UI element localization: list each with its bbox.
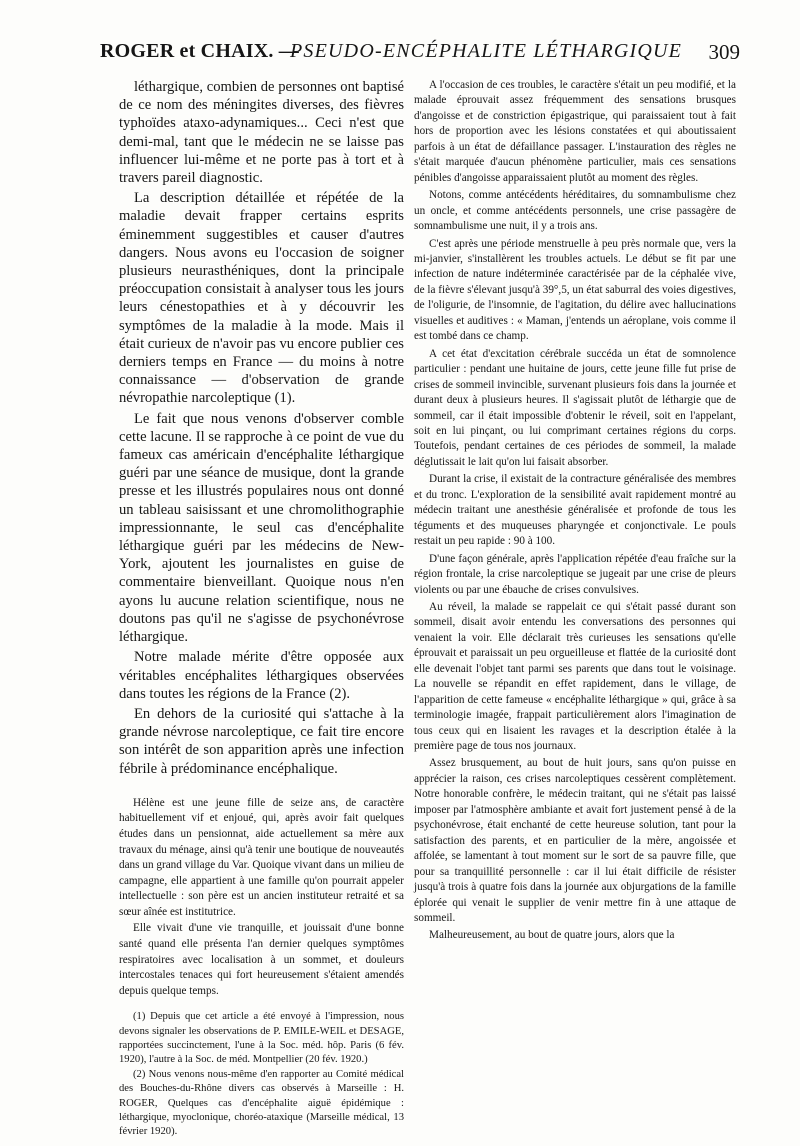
case-paragraph: Notons, comme antécédents héréditaires, du somnambulisme chez un oncle, et comme antécédents personnels, une crise passagère de somnambulisme une nuit, il y a trois ans.	[414, 189, 736, 233]
case-paragraph: Assez brusquement, au bout de huit jours, sans qu'on puisse en apprécier la raison, ces crises narcoleptiques cessèrent complètement. Notre honorable confrère, le médecin traitant, qui ne s'était pas laissé imposer par l'atmosphère ambiante et avait fort justement pensé à de la psychonévrose, était enchanté de cette heureuse solution, tant pour la satisfaction des parents, et en particulier de la mère, angoissée et affolée, se lamentant à tout moment sur le sort de sa pauvre fille, que pour sa tranquillité personnelle : car il lui était difficile de résister jusqu'à trois à quatre fois dans la journée aux objurgations de la famille éplorée qui venait le supplier de venir mettre fin à une attaque de sommeil.	[414, 757, 736, 925]
paragraph: Notre malade mérite d'être opposée aux véritables encéphalites léthargiques observées dans toutes les régions de la France (2).	[119, 649, 404, 702]
case-paragraph: Hélène est une jeune fille de seize ans, de caractère habituellement vif et enjoué, qui, après avoir fait quelques études dans un pensionnat, aide actuellement sa mère aux travaux du ménage, ainsi qu'à tenir une boutique de nouveautés dans un grand village du Var. Quoique vivant dans un milieu de campagne, elle appartient à une famille qu'on pourrait appeler intellectuelle : son père est un ancien instituteur retraité et sa sœur aînée est institutrice.	[119, 796, 404, 918]
page-number: 309	[708, 40, 740, 64]
paragraph: La description détaillée et répétée de la maladie devait frapper certains esprits éminemment suggestibles et causer d'autres dangers. Nous avons eu l'occasion de soigner plusieurs neurasthéniques, dont la principale préoccupation consistait à analyser tous les jours leurs cénestopathies et à y découvrir les symptômes de la maladie à la mode. Mais il était curieux de n'avoir pas vu encore publier ces derniers temps en France — du moins à notre connaissance — d'observation de grande névropathie narcoleptique (1).	[119, 190, 404, 407]
case-paragraph: Durant la crise, il existait de la contracture généralisée des membres et du tronc. L'exploration de la sensibilité avait rapidement montré au médecin traitant une anesthésie généralisée et profonde de tous les téguments et des muqueuses pharyngée et conjonctivale. Le pouls restait un peu rapide : 90 à 100.	[414, 473, 736, 548]
paragraph: Le fait que nous venons d'observer comble cette lacune. Il se rapproche à ce point de vue du fameux cas américain d'encéphalite léthargique guéri par une séance de musique, dont la grande presse et les illustrés populaires nous ont donné un tableau saisissant et une chromolithographie impressionnante, le seul cas d'encéphalite léthargique guéri par les médecins de New-York, ajoutent les journalistes en guise de commentaire bienveillant. Quoique nous n'en ayons lu aucune relation scientifique, nous ne doutons pas qu'il ne s'agisse de psychonévrose léthargique.	[119, 410, 404, 646]
paragraph: léthargique, combien de personnes ont baptisé de ce nom des méningites diverses, des fièvres typhoïdes ataxo-adynamiques... Ceci n'est que demi-mal, tant que le médecin ne se laisse pas influencer lui-même et ne porte pas à tort et à travers pareil diagnostic.	[119, 79, 404, 187]
case-paragraph: Au réveil, la malade se rappelait ce qui s'était passé durant son sommeil, disait avoir entendu les conversations des personnes qui venaient la voir. Elle déclarait très curieuses les sensations qu'elle éprouvait et paraissait un peu orgueilleuse et flattée de la curiosité dont elle devenait l'objet tant parmi ses parents que dans tout le voisinage. La nouvelle se répandit en effet rapidement, dans le village, de l'apparition de cette fameuse « encéphalite léthargique » qui, grâce à sa terminologie imagée, frappait particulièrement alors l'imagination de tous ceux qui en lisaient les ravages et la description étalée à la première page de tous nos journaux.	[414, 600, 736, 753]
left-column	[119, 78, 404, 1140]
main-text	[119, 78, 404, 778]
case-paragraph: C'est après une période menstruelle à peu près normale que, vers la mi-janvier, s'installèrent les troubles actuels. Le début se fit par une infection de nature indéterminée caractérisée par de la céphalée vive, de la fièvre s'élevant jusqu'à 39°,5, un état saburral des voies digestives, de l'oligurie, de l'insomnie, de l'agitation, du délire avec hallucinations visuelles et auditives : « Maman, j'entends un aéroplane, vois comme il est tombé dans ce champ.	[414, 237, 736, 343]
footnote: (2) Nous venons nous-même d'en rapporter au Comité médical des Bouches-du-Rhône divers cas observés à Marseille : H. ROGER, Quelques cas d'encéphalite aiguë épidémique : léthargique, myoclonique, choréo-ataxique (Marseille médical, 13 février 1920).	[119, 1069, 404, 1138]
right-column	[414, 78, 736, 946]
footnote: (1) Depuis que cet article a été envoyé à l'impression, nous devons signaler les observations de P. EMILE-WEIL et DESAGE, rapportées succinctement, l'une à la Soc. méd. hôp. Paris (6 fév. 1920), l'autre à la Soc. de méd. Montpellier (20 fév. 1920.)	[119, 1011, 404, 1066]
case-paragraph: A cet état d'excitation cérébrale succéda un état de somnolence particulier : pendant une huitaine de jours, cette jeune fille fut prise de crises de sommeil invincible, survenant plusieurs fois dans la journée et durant deux à plusieurs heures. Il s'agissait plutôt de léthargie que de sommeil, car il était impossible d'obtenir le réveil, soit en l'appelant, soit en lui pinçant, ou lui comprimant certaines régions du corps. Toutefois, pendant certaines de ces périodes de sommeil, la malade déglutissait le lait qu'on lui faisait absorber.	[414, 347, 736, 468]
case-paragraph: D'une façon générale, après l'application répétée d'eau fraîche sur la région frontale, la crise narcoleptique se jugeait par une crise de pleurs violents ou par une ébauche de crises convulsives.	[414, 552, 736, 596]
case-paragraph: Malheureusement, au bout de quatre jours, alors que la	[429, 929, 675, 942]
paragraph: En dehors de la curiosité qui s'attache à la grande névrose narcoleptique, ce fait tire encore son intérêt de son apparition après une infection fébrile à prédominance encéphalique.	[119, 705, 404, 777]
case-paragraph: A l'occasion de ces troubles, le caractère s'était un peu modifié, et la malade éprouvait assez fréquemment des sensations brusques d'angoisse et de constriction épigastrique, qui paraissaient tout à fait hors de proportion avec les lésions constatées et qui aboutissaient parfois à un état de défaillance passager. L'instauration des règles ne s'était marquée d'aucun phénomène particulier, mais ces sensations pénibles d'angoisse apparaissaient plutôt au moment des règles.	[414, 79, 736, 184]
case-paragraph: Elle vivait d'une vie tranquille, et jouissait d'une bonne santé quand elle présenta l'an dernier quelques symptômes respiratoires avec localisation à un sommet, et douleurs intercostales tenaces qui fort heureusement s'étaient amendés depuis quelque temps.	[119, 922, 404, 997]
header-title: PSEUDO-ENCÉPHALITE LÉTHARGIQUE	[290, 40, 683, 62]
header-authors: ROGER et CHAIX. —	[100, 40, 299, 62]
case-report	[119, 796, 404, 1000]
running-header	[100, 40, 740, 70]
footnotes	[119, 1010, 404, 1139]
